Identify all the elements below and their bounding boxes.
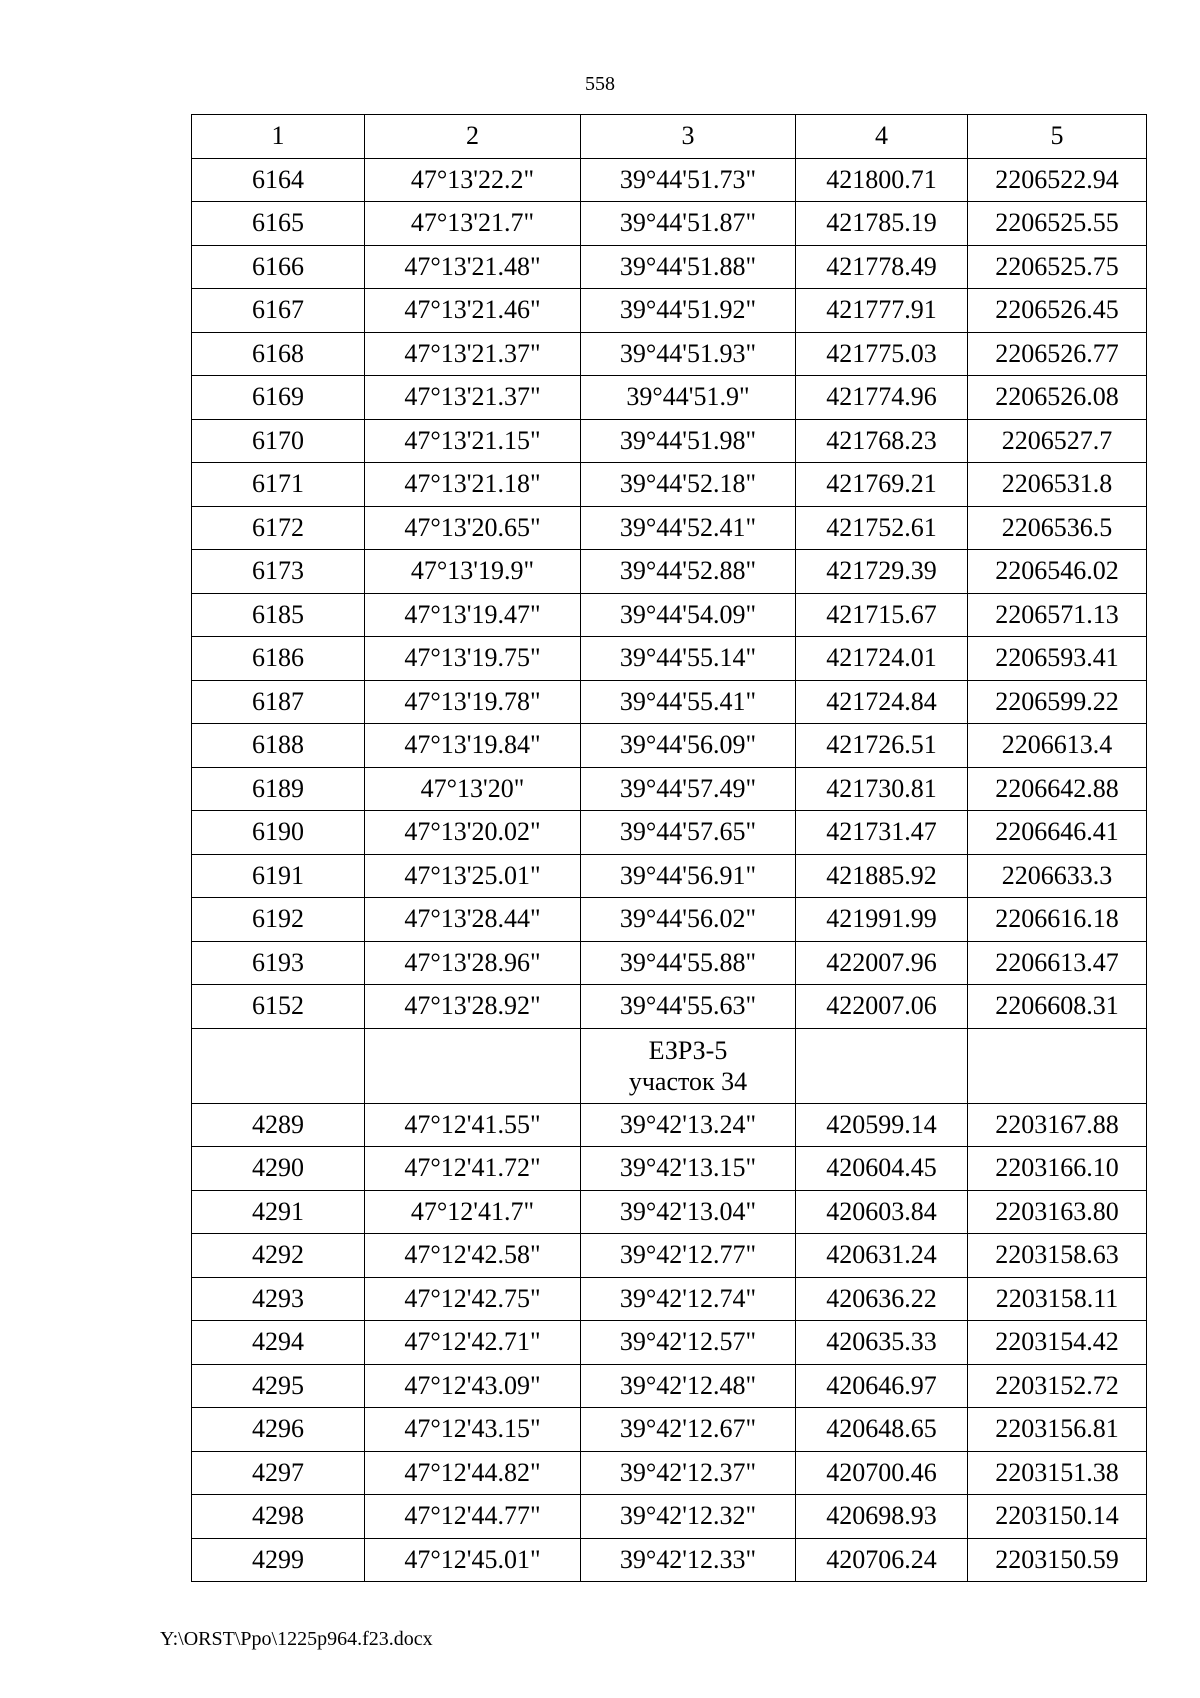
table-cell-col-2: 47°12'44.82"	[365, 1451, 581, 1495]
table-cell-col-1: 6152	[192, 985, 365, 1029]
table-cell-col-4: 420635.33	[796, 1321, 968, 1365]
table-cell-col-4: 422007.06	[796, 985, 968, 1029]
section-label	[581, 1028, 796, 1103]
section-label-line-1: ЕЗРЗ-5	[648, 1035, 728, 1065]
table-cell-col-5: 2206525.55	[968, 202, 1147, 246]
table-cell-col-4: 421800.71	[796, 158, 968, 202]
table-row	[192, 1147, 1147, 1191]
table-cell-col-4: 421775.03	[796, 332, 968, 376]
table-cell-col-4: 421777.91	[796, 289, 968, 333]
table-row	[192, 941, 1147, 985]
table-cell-col-5: 2206616.18	[968, 898, 1147, 942]
table-cell-col-1: 6169	[192, 376, 365, 420]
table-cell-col-3: 39°44'52.18"	[581, 463, 796, 507]
table-row	[192, 637, 1147, 681]
table-cell-col-1: 4298	[192, 1495, 365, 1539]
table-cell-col-5: 2206526.08	[968, 376, 1147, 420]
column-header-4: 4	[796, 115, 968, 159]
table-cell-col-2: 47°13'28.96"	[365, 941, 581, 985]
table-cell-col-5: 2206571.13	[968, 593, 1147, 637]
column-header-3: 3	[581, 115, 796, 159]
table-row	[192, 1408, 1147, 1452]
table-cell-col-5: 2206642.88	[968, 767, 1147, 811]
table-cell-col-4: 420646.97	[796, 1364, 968, 1408]
table-row	[192, 506, 1147, 550]
table-cell-col-4: 421768.23	[796, 419, 968, 463]
table-row	[192, 1364, 1147, 1408]
table-row	[192, 202, 1147, 246]
column-header-5: 5	[968, 115, 1147, 159]
table-cell-col-4: 421715.67	[796, 593, 968, 637]
table-cell-col-4: 420698.93	[796, 1495, 968, 1539]
table-cell-col-5: 2206526.77	[968, 332, 1147, 376]
table-cell-col-4: 421752.61	[796, 506, 968, 550]
table-cell-col-5: 2203154.42	[968, 1321, 1147, 1365]
table-cell-col-2: 47°12'43.15"	[365, 1408, 581, 1452]
table-cell-col-5: 2203158.11	[968, 1277, 1147, 1321]
table-cell-col-4: 420631.24	[796, 1234, 968, 1278]
table-cell-col-1: 6172	[192, 506, 365, 550]
table-cell-col-2: 47°13'21.15"	[365, 419, 581, 463]
table-body-before-section	[192, 158, 1147, 1028]
table-cell-col-4: 421785.19	[796, 202, 968, 246]
table-row	[192, 898, 1147, 942]
table-cell-col-2: 47°13'20.02"	[365, 811, 581, 855]
table-cell-col-3: 39°42'12.77"	[581, 1234, 796, 1278]
table-cell-col-4: 421991.99	[796, 898, 968, 942]
table-cell-col-4: 420604.45	[796, 1147, 968, 1191]
table-cell-col-3: 39°44'56.09"	[581, 724, 796, 768]
table-cell-col-5: 2203158.63	[968, 1234, 1147, 1278]
table-cell-col-1: 6164	[192, 158, 365, 202]
table-cell-col-3: 39°44'51.98"	[581, 419, 796, 463]
section-row	[192, 1028, 1147, 1103]
table-cell-col-3: 39°44'51.88"	[581, 245, 796, 289]
table-cell-col-3: 39°42'13.15"	[581, 1147, 796, 1191]
table-cell-col-3: 39°44'51.87"	[581, 202, 796, 246]
table-cell-col-5: 2206522.94	[968, 158, 1147, 202]
table-cell-col-4: 421724.01	[796, 637, 968, 681]
table-cell-col-5: 2203150.14	[968, 1495, 1147, 1539]
table-cell-col-4: 421724.84	[796, 680, 968, 724]
table-row	[192, 419, 1147, 463]
table-cell-col-5: 2206593.41	[968, 637, 1147, 681]
table-cell-col-1: 6187	[192, 680, 365, 724]
column-header-2: 2	[365, 115, 581, 159]
table-row	[192, 1190, 1147, 1234]
table-cell-col-2: 47°12'45.01"	[365, 1538, 581, 1582]
page-number: 558	[585, 73, 615, 95]
table-cell-col-3: 39°42'13.04"	[581, 1190, 796, 1234]
table-cell-col-1: 6168	[192, 332, 365, 376]
table-cell-col-2: 47°12'44.77"	[365, 1495, 581, 1539]
table-cell-col-5: 2206546.02	[968, 550, 1147, 594]
table-cell-col-4: 421774.96	[796, 376, 968, 420]
table-row	[192, 1234, 1147, 1278]
table-cell-col-3: 39°44'55.63"	[581, 985, 796, 1029]
column-header-1: 1	[192, 115, 365, 159]
table-row	[192, 811, 1147, 855]
table-row	[192, 332, 1147, 376]
table-cell-col-3: 39°42'12.37"	[581, 1451, 796, 1495]
table-row	[192, 1495, 1147, 1539]
table-row	[192, 158, 1147, 202]
table-cell-col-3: 39°42'12.33"	[581, 1538, 796, 1582]
table-cell-col-5: 2203167.88	[968, 1103, 1147, 1147]
table-cell-col-1: 4299	[192, 1538, 365, 1582]
table-row	[192, 985, 1147, 1029]
table-row	[192, 724, 1147, 768]
table-row	[192, 593, 1147, 637]
table-cell-col-1: 6186	[192, 637, 365, 681]
table-cell-col-2: 47°13'21.46"	[365, 289, 581, 333]
table-cell-col-1: 4292	[192, 1234, 365, 1278]
table-cell-col-1: 6185	[192, 593, 365, 637]
table-cell-col-3: 39°44'51.92"	[581, 289, 796, 333]
table-cell-col-2: 47°12'42.75"	[365, 1277, 581, 1321]
table-cell-col-2: 47°13'21.37"	[365, 332, 581, 376]
table-cell-col-2: 47°13'28.92"	[365, 985, 581, 1029]
table-cell-col-2: 47°13'20"	[365, 767, 581, 811]
table-cell-col-5: 2206613.4	[968, 724, 1147, 768]
table-cell-col-4: 421726.51	[796, 724, 968, 768]
section-label-line-2: участок 34	[628, 1066, 748, 1096]
table-cell-col-3: 39°44'51.9"	[581, 376, 796, 420]
table-cell-col-3: 39°44'54.09"	[581, 593, 796, 637]
coordinates-table	[191, 114, 1147, 1582]
table-cell-col-5: 2203152.72	[968, 1364, 1147, 1408]
table-cell-col-2: 47°13'21.18"	[365, 463, 581, 507]
table-cell-col-3: 39°44'55.88"	[581, 941, 796, 985]
table-cell-col-1: 6192	[192, 898, 365, 942]
table-cell-col-1: 6173	[192, 550, 365, 594]
table-cell-col-3: 39°42'12.74"	[581, 1277, 796, 1321]
table-cell-col-2: 47°12'42.58"	[365, 1234, 581, 1278]
table-cell-col-2: 47°13'19.47"	[365, 593, 581, 637]
table-row	[192, 1103, 1147, 1147]
table-cell-col-1: 4295	[192, 1364, 365, 1408]
table-cell-col-3: 39°44'52.41"	[581, 506, 796, 550]
table-cell-col-4: 421729.39	[796, 550, 968, 594]
table-cell-col-1: 4290	[192, 1147, 365, 1191]
table-cell-col-2: 47°12'41.7"	[365, 1190, 581, 1234]
table-cell-col-4: 422007.96	[796, 941, 968, 985]
table-row	[192, 245, 1147, 289]
table-body-after-section	[192, 1103, 1147, 1582]
table-cell-col-2: 47°12'43.09"	[365, 1364, 581, 1408]
table-cell-col-1: 6193	[192, 941, 365, 985]
table-cell-col-3: 39°44'56.91"	[581, 854, 796, 898]
table-cell-col-5: 2203151.38	[968, 1451, 1147, 1495]
table-cell-col-1: 6190	[192, 811, 365, 855]
table-cell-col-5: 2206613.47	[968, 941, 1147, 985]
table-cell-col-2: 47°13'19.84"	[365, 724, 581, 768]
table-cell-col-2: 47°13'25.01"	[365, 854, 581, 898]
table-cell-col-3: 39°42'13.24"	[581, 1103, 796, 1147]
table-cell-col-1: 6171	[192, 463, 365, 507]
table-cell-col-2: 47°13'22.2"	[365, 158, 581, 202]
table-cell-col-1: 4297	[192, 1451, 365, 1495]
table-cell-col-4: 420636.22	[796, 1277, 968, 1321]
table-cell-col-2: 47°12'42.71"	[365, 1321, 581, 1365]
table-cell-col-1: 6166	[192, 245, 365, 289]
table-cell-col-4: 421885.92	[796, 854, 968, 898]
table-cell-col-3: 39°44'55.14"	[581, 637, 796, 681]
table-cell-col-2: 47°13'28.44"	[365, 898, 581, 942]
table-cell-col-2: 47°12'41.55"	[365, 1103, 581, 1147]
table-cell-col-1: 6188	[192, 724, 365, 768]
table-cell-col-3: 39°44'57.49"	[581, 767, 796, 811]
table-cell-col-1: 4296	[192, 1408, 365, 1452]
table-row	[192, 289, 1147, 333]
table-cell-col-3: 39°42'12.32"	[581, 1495, 796, 1539]
table-cell-col-1: 6191	[192, 854, 365, 898]
table-cell-col-1: 6165	[192, 202, 365, 246]
table-cell-col-5: 2206536.5	[968, 506, 1147, 550]
table-row	[192, 376, 1147, 420]
table-cell-col-4: 420700.46	[796, 1451, 968, 1495]
table-cell-col-2: 47°13'19.75"	[365, 637, 581, 681]
table-cell-col-2: 47°13'20.65"	[365, 506, 581, 550]
table-cell-col-5: 2203150.59	[968, 1538, 1147, 1582]
table-row	[192, 1538, 1147, 1582]
table-row	[192, 1451, 1147, 1495]
table-row	[192, 550, 1147, 594]
table-cell-col-2: 47°13'19.78"	[365, 680, 581, 724]
table-cell-col-4: 420648.65	[796, 1408, 968, 1452]
table-cell-col-3: 39°44'55.41"	[581, 680, 796, 724]
section-cell-2	[365, 1028, 581, 1103]
table-header-row	[192, 115, 1147, 159]
footer-file-path: Y:\ORST\Ppo\1225p964.f23.docx	[160, 1628, 433, 1650]
table-cell-col-3: 39°44'57.65"	[581, 811, 796, 855]
table-cell-col-4: 420603.84	[796, 1190, 968, 1234]
table-cell-col-1: 6170	[192, 419, 365, 463]
table-cell-col-4: 421778.49	[796, 245, 968, 289]
table-cell-col-3: 39°44'52.88"	[581, 550, 796, 594]
table-cell-col-3: 39°42'12.48"	[581, 1364, 796, 1408]
table-cell-col-5: 2206633.3	[968, 854, 1147, 898]
table-cell-col-4: 421730.81	[796, 767, 968, 811]
section-cell-1	[192, 1028, 365, 1103]
table-cell-col-5: 2203156.81	[968, 1408, 1147, 1452]
table-row	[192, 680, 1147, 724]
table-cell-col-2: 47°13'21.7"	[365, 202, 581, 246]
table-cell-col-3: 39°42'12.57"	[581, 1321, 796, 1365]
table-cell-col-3: 39°44'51.73"	[581, 158, 796, 202]
table-cell-col-4: 421731.47	[796, 811, 968, 855]
table-cell-col-5: 2206608.31	[968, 985, 1147, 1029]
table-cell-col-1: 4291	[192, 1190, 365, 1234]
table-cell-col-2: 47°13'21.48"	[365, 245, 581, 289]
table-cell-col-5: 2206526.45	[968, 289, 1147, 333]
table-cell-col-5: 2206531.8	[968, 463, 1147, 507]
table-cell-col-1: 6189	[192, 767, 365, 811]
table-section-group	[192, 1028, 1147, 1103]
table-row	[192, 767, 1147, 811]
table-cell-col-2: 47°13'19.9"	[365, 550, 581, 594]
table-row	[192, 463, 1147, 507]
table-cell-col-4: 421769.21	[796, 463, 968, 507]
table-cell-col-1: 6167	[192, 289, 365, 333]
table-cell-col-3: 39°42'12.67"	[581, 1408, 796, 1452]
table-cell-col-2: 47°13'21.37"	[365, 376, 581, 420]
table-cell-col-5: 2203163.80	[968, 1190, 1147, 1234]
table-cell-col-3: 39°44'56.02"	[581, 898, 796, 942]
table-cell-col-1: 4293	[192, 1277, 365, 1321]
table-cell-col-5: 2203166.10	[968, 1147, 1147, 1191]
table-cell-col-2: 47°12'41.72"	[365, 1147, 581, 1191]
table-cell-col-1: 4294	[192, 1321, 365, 1365]
table-cell-col-5: 2206599.22	[968, 680, 1147, 724]
table-row	[192, 854, 1147, 898]
section-cell-4	[796, 1028, 968, 1103]
table-cell-col-4: 420706.24	[796, 1538, 968, 1582]
section-cell-5	[968, 1028, 1147, 1103]
table-cell-col-1: 4289	[192, 1103, 365, 1147]
table-row	[192, 1277, 1147, 1321]
table-cell-col-5: 2206525.75	[968, 245, 1147, 289]
table-cell-col-4: 420599.14	[796, 1103, 968, 1147]
table-row	[192, 1321, 1147, 1365]
table-cell-col-5: 2206646.41	[968, 811, 1147, 855]
table-cell-col-5: 2206527.7	[968, 419, 1147, 463]
table-cell-col-3: 39°44'51.93"	[581, 332, 796, 376]
